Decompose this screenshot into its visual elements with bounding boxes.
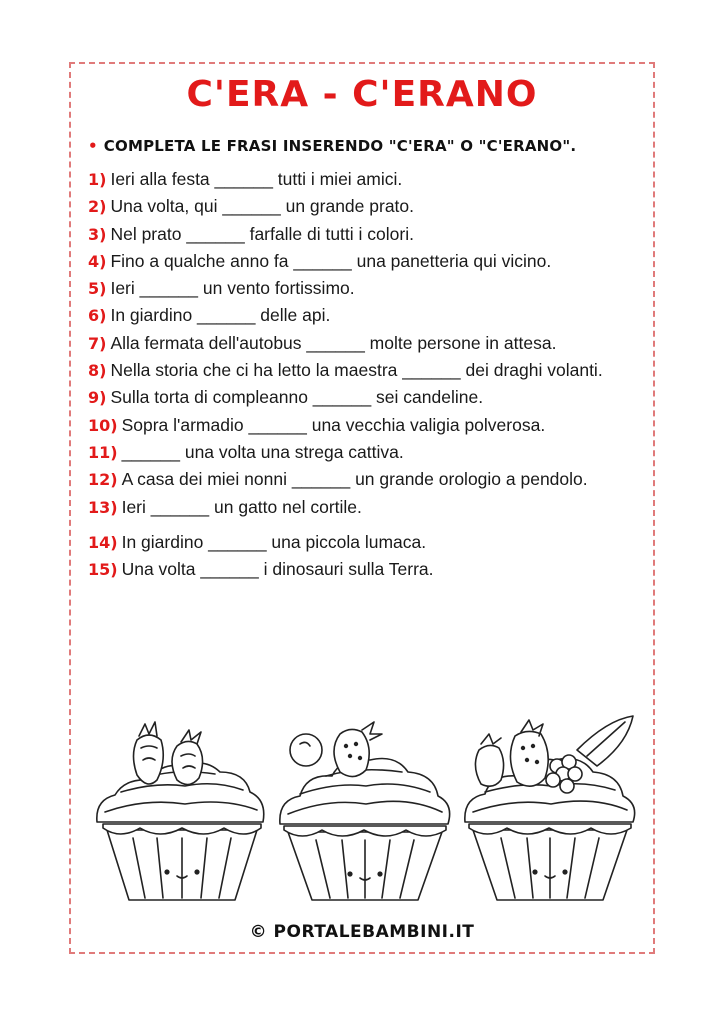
item-number: 7): [88, 333, 107, 353]
item-text: Una volta, qui ______ un grande prato.: [110, 196, 415, 217]
cupcake-mixed-berries-icon: [465, 716, 635, 900]
item-text: Ieri ______ un vento fortissimo.: [110, 278, 355, 299]
instruction-text: COMPLETA LE FRASI INSERENDO "C'ERA" O "C'ERANO".: [103, 137, 577, 155]
item-text: Sulla torta di compleanno ______ sei candeline.: [110, 387, 484, 408]
exercise-item-2: [88, 193, 648, 220]
exercise-item-1: [88, 166, 648, 193]
item-number: 5): [88, 279, 107, 299]
item-text: Ieri alla festa ______ tutti i miei amici.: [110, 169, 403, 189]
item-number: 14): [88, 532, 118, 552]
bullet-icon: •: [88, 137, 98, 155]
item-number: 13): [88, 497, 118, 517]
item-number: 1): [88, 170, 107, 189]
item-number: 10): [88, 415, 118, 435]
item-text: Sopra l'armadio ______ una vecchia valigia polverosa.: [121, 414, 546, 435]
worksheet-title: C'ERA - C'ERANO: [186, 74, 538, 115]
cupcake-berry-icon: [280, 722, 450, 900]
exercise-item-6: [88, 302, 648, 329]
exercise-item-11: [88, 439, 648, 466]
item-number: 15): [88, 560, 118, 580]
item-number: 4): [88, 251, 107, 271]
exercise-item-15: [88, 556, 648, 583]
exercise-item-3: [88, 221, 648, 248]
item-number: 11): [88, 442, 118, 462]
exercise-item-14: [88, 529, 648, 556]
item-text: Nel prato ______ farfalle di tutti i colori.: [110, 223, 414, 244]
instruction-line: [88, 137, 648, 155]
item-text: Alla fermata dell'autobus ______ molte persone in attesa.: [110, 332, 557, 353]
item-number: 3): [88, 224, 107, 244]
cupcake-strawberry-icon: [97, 722, 264, 900]
exercise-item-7: [88, 330, 648, 357]
cupcakes-illustration: [85, 700, 645, 910]
exercise-item-12: [88, 466, 648, 493]
item-text: ______ una volta una strega cattiva.: [121, 441, 404, 462]
item-text: In giardino ______ delle api.: [110, 305, 331, 326]
item-text: Ieri ______ un gatto nel cortile.: [121, 496, 362, 517]
exercise-item-8: [88, 357, 648, 384]
item-number: 6): [88, 306, 107, 326]
exercise-list: [88, 166, 648, 583]
item-number: 2): [88, 197, 107, 217]
item-number: 8): [88, 361, 107, 381]
item-text: Fino a qualche anno fa ______ una panetteria qui vicino.: [110, 250, 552, 271]
item-text: Nella storia che ci ha letto la maestra ______ dei draghi volanti.: [110, 360, 603, 381]
exercise-item-4: [88, 248, 648, 275]
exercise-item-13: [88, 494, 648, 521]
exercise-item-10: [88, 412, 648, 439]
item-number: 12): [88, 470, 118, 490]
exercise-item-9: [88, 384, 648, 411]
item-text: A casa dei miei nonni ______ un grande orologio a pendolo.: [121, 469, 588, 490]
footer-copyright: © PORTALEBAMBINI.IT: [249, 922, 475, 942]
item-number: 9): [88, 388, 107, 408]
item-text: In giardino ______ una piccola lumaca.: [121, 531, 427, 552]
item-text: Una volta ______ i dinosauri sulla Terra.: [121, 559, 434, 580]
exercise-item-5: [88, 275, 648, 302]
